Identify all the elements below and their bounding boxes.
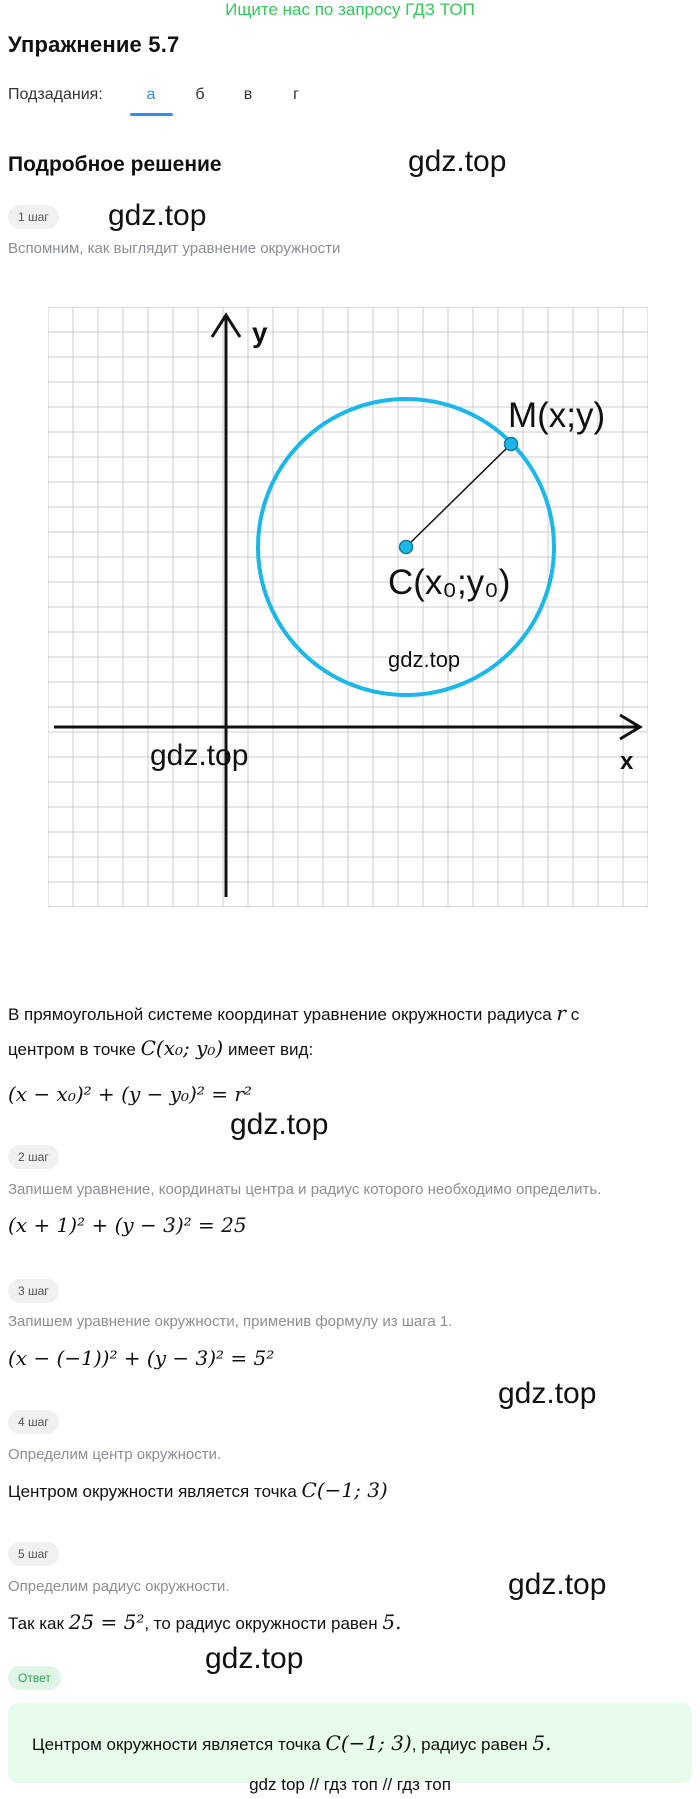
- circle-figure: [48, 307, 648, 907]
- step-3-badge: 3 шаг: [8, 1279, 59, 1303]
- x-axis-label: x: [620, 748, 634, 775]
- point-m: [505, 438, 518, 451]
- watermark: gdz.top: [205, 1642, 304, 1675]
- watermark: gdz.top: [150, 739, 249, 772]
- step-5-badge: 5 шаг: [8, 1542, 59, 1566]
- active-tab-indicator: [130, 113, 173, 116]
- tab-a[interactable]: а: [146, 86, 156, 103]
- point-m-label: M(x;y): [508, 396, 606, 435]
- applied-equation: (x − (−1))² + (y − 3)² = 5²: [8, 1346, 275, 1370]
- watermark: gdz.top: [388, 647, 461, 672]
- intro-line-1: В прямоугольной системе координат уравнение окружности радиуса r с: [8, 1001, 580, 1025]
- subtasks-label: Подзадания:: [8, 86, 103, 103]
- top-link[interactable]: Ищите нас по запросу ГДЗ ТОП: [225, 0, 475, 19]
- step-5-note: Определим радиус окружности.: [8, 1578, 230, 1595]
- footer-links[interactable]: gdz top // гдз топ // гдз топ: [249, 1775, 451, 1794]
- general-equation: (x − x₀)² + (y − y₀)² = r²: [8, 1082, 252, 1106]
- tab-v[interactable]: в: [243, 86, 253, 103]
- step-3-note: Запишем уравнение окружности, применив формулу из шага 1.: [8, 1313, 453, 1330]
- tab-g[interactable]: г: [293, 86, 299, 103]
- step-2-badge: 2 шаг: [8, 1145, 59, 1169]
- center-line: Центром окружности является точка C(−1; 3): [8, 1478, 388, 1502]
- intro-line-2: центром в точке C(x₀; y₀) имеет вид:: [8, 1036, 314, 1060]
- answer-badge: Ответ: [8, 1666, 61, 1690]
- radius-line-text: Так как 25 = 5², то радиус окружности равен 5.: [8, 1610, 402, 1634]
- point-c-label: C(x₀;y₀): [388, 563, 511, 602]
- step-4-badge: 4 шаг: [8, 1410, 59, 1434]
- step-1-note: Вспомним, как выглядит уравнение окружности: [8, 240, 341, 257]
- given-equation: (x + 1)² + (y − 3)² = 25: [8, 1213, 247, 1237]
- watermark: gdz.top: [408, 145, 507, 178]
- watermark: gdz.top: [508, 1568, 607, 1601]
- step-1-badge: 1 шаг: [8, 205, 59, 229]
- page-title: Упражнение 5.7: [8, 32, 180, 57]
- watermark: gdz.top: [230, 1108, 329, 1141]
- point-c: [400, 541, 413, 554]
- watermark: gdz.top: [108, 199, 207, 232]
- solution-heading: Подробное решение: [8, 153, 222, 176]
- step-2-note: Запишем уравнение, координаты центра и радиус которого необходимо определить.: [8, 1181, 602, 1198]
- answer-text: Центром окружности является точка C(−1; 3), радиус равен 5.: [32, 1731, 552, 1755]
- tab-b[interactable]: б: [195, 86, 205, 103]
- watermark: gdz.top: [498, 1377, 597, 1410]
- y-axis-label: y: [252, 317, 268, 348]
- step-4-note: Определим центр окружности.: [8, 1446, 222, 1463]
